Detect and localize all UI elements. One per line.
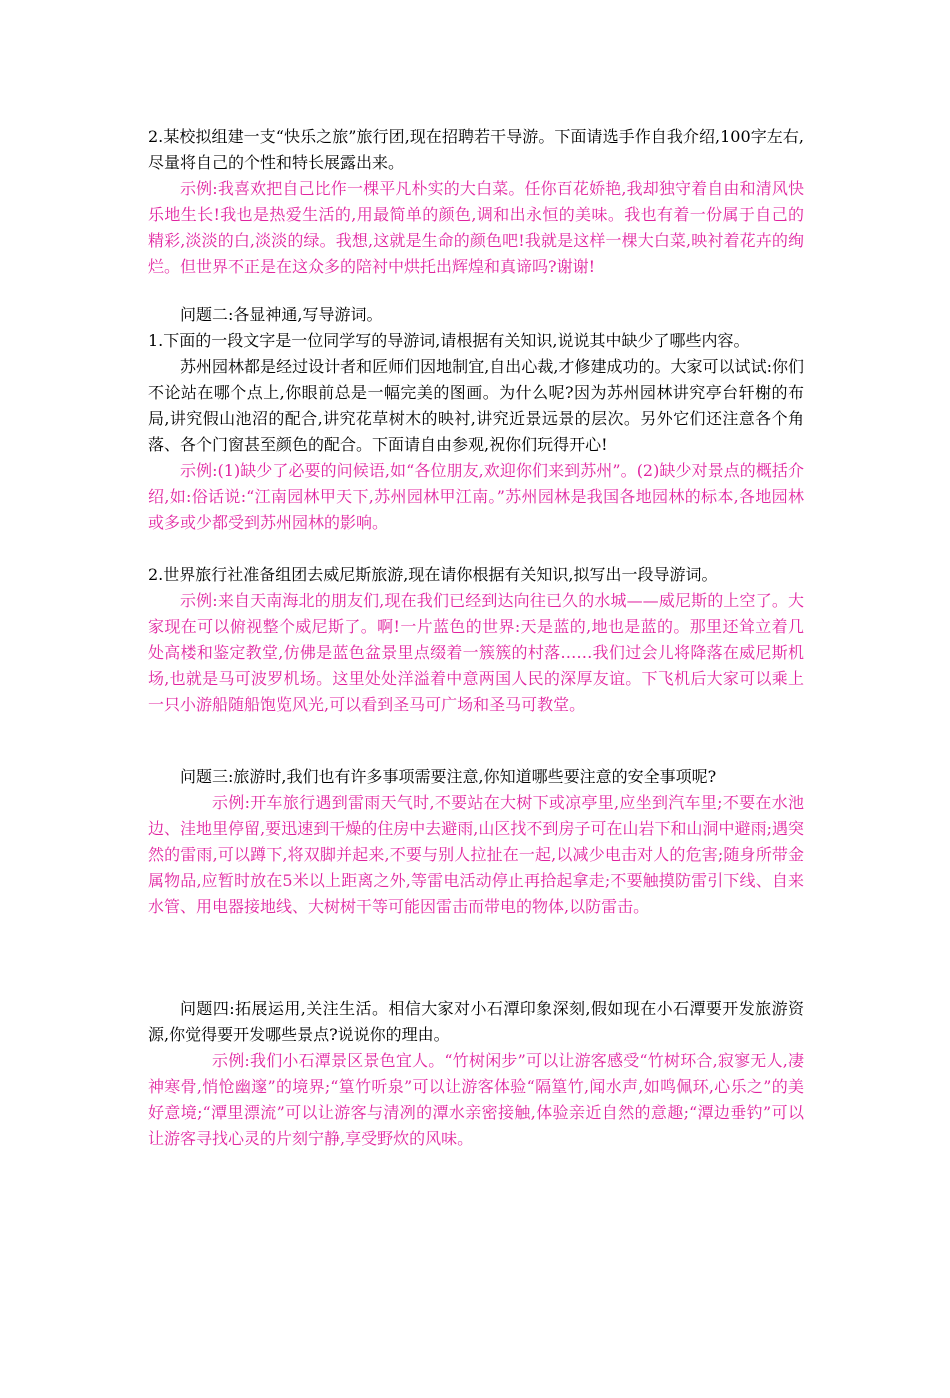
q1-example-answer: 示例:我喜欢把自己比作一棵平凡朴实的大白菜。任你百花娇艳,我却独守着自由和清风快乐地生长!我也是热爱生活的,用最简单的颜色,调和出永恒的美味。我也有着一份属于自己的精彩,淡淡的白,淡淡的绿。我想,这就是生命的颜色吧!我就是这样一棵大白菜,映衬着花卉的绚烂。但世界不正是在这众多的陪衬中烘托出辉煌和真谛吗?谢谢! [148,179,804,276]
q4-example-answer: 示例:我们小石潭景区景色宜人。“竹树闲步”可以让游客感受“竹树环合,寂寥无人,凄神寒骨,悄怆幽邃”的境界;“篁竹听泉”可以让游客体验“隔篁竹,闻水声,如鸣佩环,心乐之”的美好意境;“潭里漂流”可以让游客与清冽的潭水亲密接触,体验亲近自然的意趣;“潭边垂钓”可以让游客寻找心灵的片刻宁静,享受野炊的风味。 [148,1051,804,1148]
q2-suzhou-passage: 苏州园林都是经过设计者和匠师们因地制宜,自出心裁,才修建成功的。大家可以试试:你们不论站在哪个点上,你眼前总是一幅完美的图画。为什么呢?因为苏州园林讲究亭台轩榭的布局,讲究假山池沼的配合,讲究花草树木的映衬,讲究近景远景的层次。另外它们还注意各个角落、各个门窗甚至颜色的配合。下面请自由参观,祝你们玩得开心! [148,357,804,454]
q3-heading: 问题三:旅游时,我们也有许多事项需要注意,你知道哪些要注意的安全事项呢? [180,767,717,786]
q1-item2-prompt: 2.某校拟组建一支“快乐之旅”旅行团,现在招聘若干导游。下面请选手作自我介绍,100字左右,尽量将自己的个性和特长展露出来。 [148,127,804,172]
q3-example-answer: 示例:开车旅行遇到雷雨天气时,不要站在大树下或凉亭里,应坐到汽车里;不要在水池边、洼地里停留,要迅速到干燥的住房中去避雨,山区找不到房子可在山岩下和山洞中避雨;遇突然的雷雨,可以蹲下,将双脚并起来,不要与别人拉扯在一起,以减少电击对人的危害;随身所带金属物品,应暂时放在5米以上距离之外,等雷电活动停止再拾起拿走;不要触摸防雷引下线、自来水管、用电器接地线、大树树干等可能因雷击而带电的物体,以防雷击。 [148,793,804,916]
q2-item2-prompt: 2.世界旅行社准备组团去威尼斯旅游,现在请你根据有关知识,拟写出一段导游词。 [148,565,718,584]
q2-example1-answer: 示例:(1)缺少了必要的问候语,如“各位朋友,欢迎你们来到苏州”。(2)缺少对景点的概括介绍,如:俗话说:“江南园林甲天下,苏州园林甲江南。”苏州园林是我国各地园林的标本,各地园林或多或少都受到苏州园林的影响。 [148,461,804,532]
q2-example2-answer: 示例:来自天南海北的朋友们,现在我们已经到达向往已久的水城——威尼斯的上空了。大家现在可以俯视整个威尼斯了。啊!一片蓝色的世界:天是蓝的,地也是蓝的。那里还耸立着几处高楼和鉴定教堂,仿佛是蓝色盆景里点缀着一簇簇的村落……我们过会儿将降落在威尼斯机场,也就是马可波罗机场。这里处处洋溢着中意两国人民的深厚友谊。下飞机后大家可以乘上一只小游船随船饱览风光,可以看到圣马可广场和圣马可教堂。 [148,591,804,714]
q4-heading: 问题四:拓展运用,关注生活。相信大家对小石潭印象深刻,假如现在小石潭要开发旅游资源,你觉得要开发哪些景点?说说你的理由。 [148,999,804,1044]
q2-heading: 问题二:各显神通,写导游词。 [180,305,383,324]
q2-item1-prompt: 1.下面的一段文字是一位同学写的导游词,请根据有关知识,说说其中缺少了哪些内容。 [148,331,750,350]
